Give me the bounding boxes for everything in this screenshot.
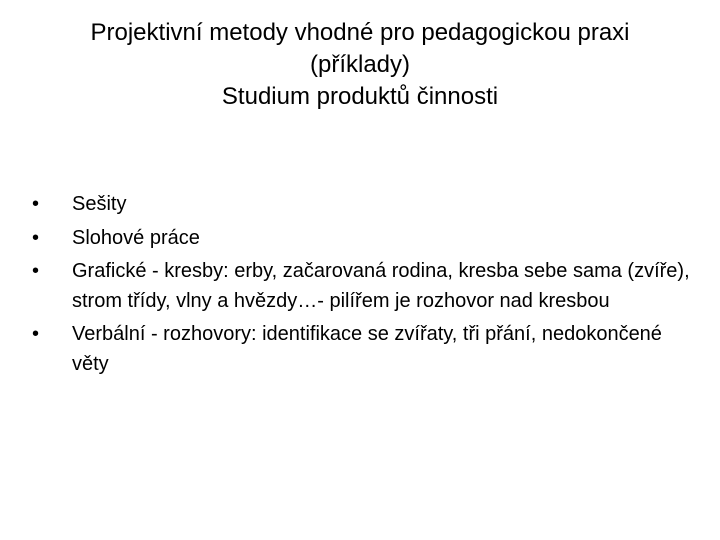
bullet-text: Sešity [72,193,127,215]
bullet-icon: • [32,323,40,345]
bullet-icon: • [32,260,40,282]
bullet-item-graficke [32,256,692,316]
title-line-1: Projektivní metody vhodné pro pedagogickou praxi [90,19,630,46]
bullet-text: Slohové práce [72,227,200,249]
bullet-icon: • [32,193,40,215]
slide-title [20,17,700,113]
bullet-item-sesity [32,189,692,219]
bullet-text: Grafické - kresby: erby, začarovaná rodina, kresba sebe sama (zvíře), strom třídy, vlny a hvězdy…- pilířem je rozhovor nad kresbou [72,260,690,312]
bullet-text: Verbální - rozhovory: identifikace se zvířaty, tři přání, nedokončené věty [72,323,662,375]
bullet-icon: • [32,227,40,249]
bullet-list [32,189,692,382]
bullet-item-slohove-prace [32,223,692,253]
title-line-3: Studium produktů činnosti [221,83,499,110]
bullet-item-verbalni [32,319,692,379]
title-line-2: (příklady) [309,51,411,78]
